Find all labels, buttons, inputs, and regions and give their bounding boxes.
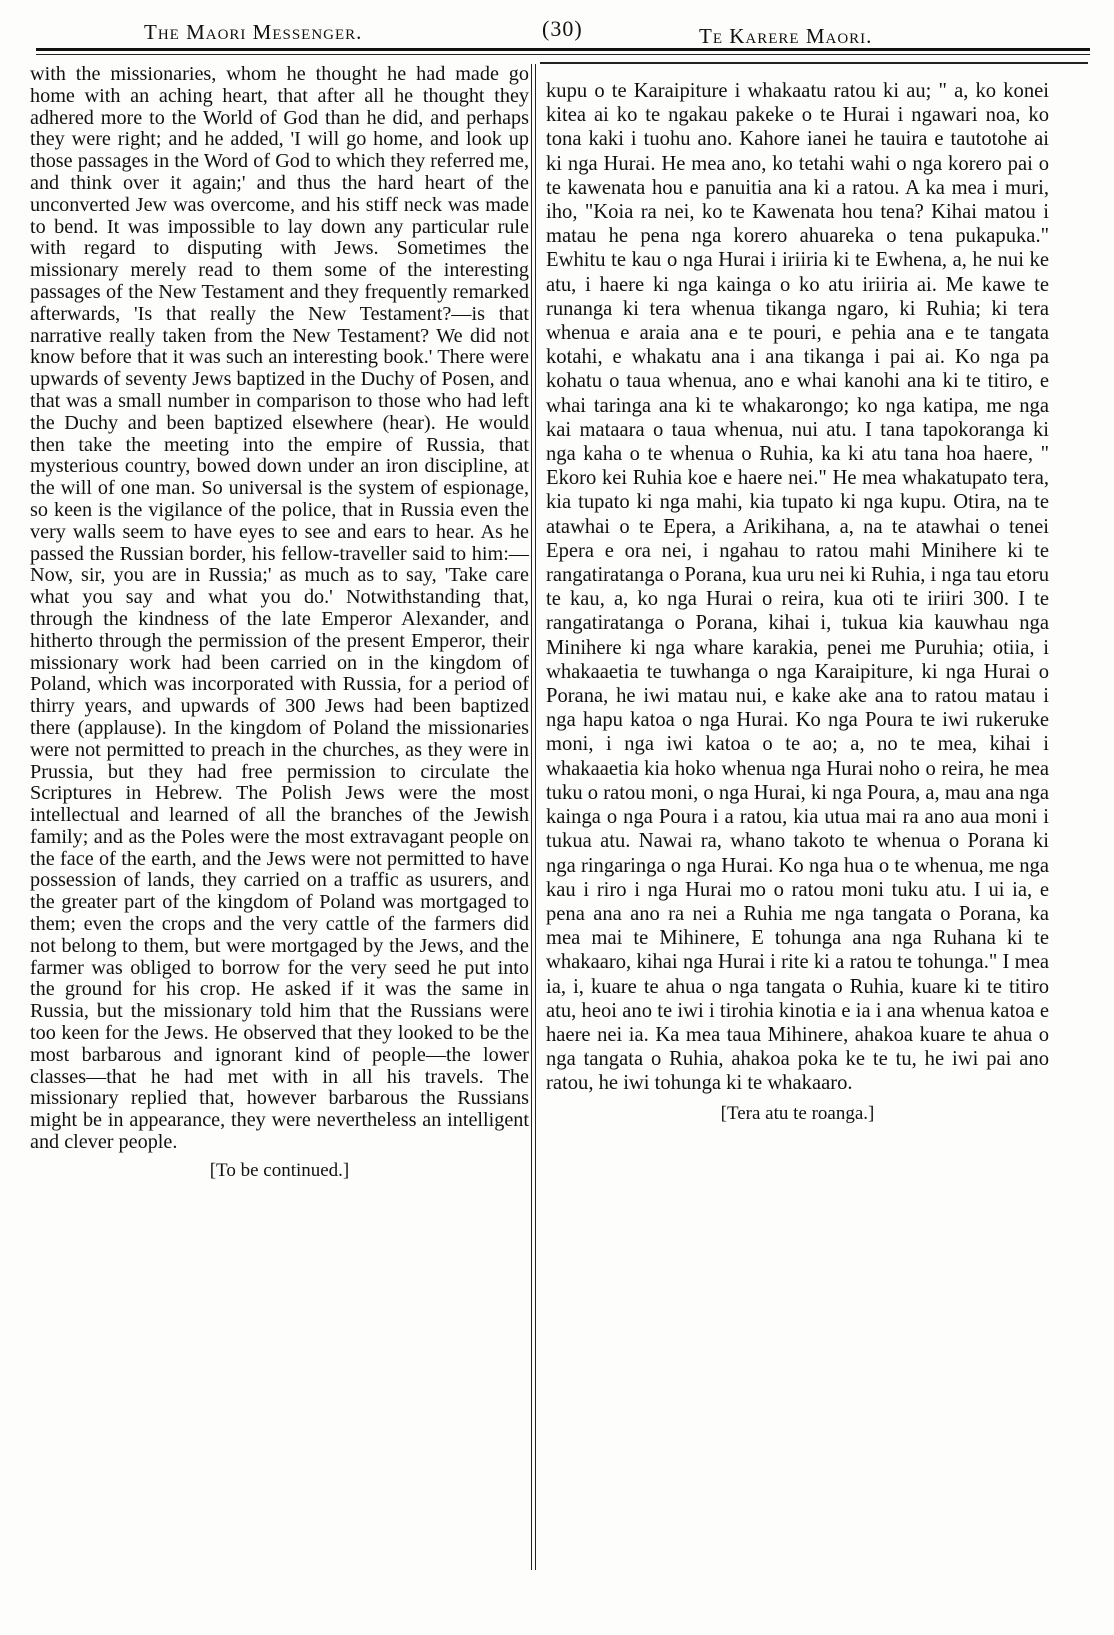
- english-masthead-title: The Maori Messenger.: [144, 20, 363, 44]
- header-rule-thin: [36, 54, 1090, 55]
- english-article-text: with the missionaries, whom he thought he had made go home with an aching heart, that after all he thought they adhered more to the World of God than he did, and perhaps they were right; and he added, 'I will go home, and look up those passages in the Word of God to which they referred me, and think over it again;' and thus the hard heart of the unconverted Jew was overcome, and his stiff neck was made to bend. It was impossible to lay down any particular rule with regard to disputing with Jews. Sometimes the missionary merely read to them some of the interesting passages of the New Testament and they frequently remarked afterwards, 'Is that really the New Testament?—is that narrative really taken from the New Testament? We did not know before that it was such an interesting book.' There were upwards of seventy Jews baptized in the Duchy of Posen, and that was a small number in comparison to those who had left the Duchy and been baptized elsewhere (hear). He would then take the meeting into the empire of Russia, that mysterious country, bowed down under an iron discipline, at the will of one man. So universal is the system of espionage, so keen is the vigilance of the police, that in Russia even the very walls seem to have eyes to see and ears to hear. As he passed the Russian border, his fellow-traveller said to him:—Now, sir, you are in Russia;' as much as to say, 'Take care what you say and what you do.' Notwithstanding that, through the kindness of the late Emperor Alexander, and hitherto through the permission of the present Emperor, their missionary work had been carried on in the kingdom of Poland, which was incorporated with Russia, for a period of thirry years, and upwards of 300 Jews had been baptized there (applause). In the kingdom of Poland the missionaries were not permitted to preach in the churches, as they were in Prussia, but they had free permission to circulate the Scriptures in Hebrew. The Polish Jews were the most intellectual and learned of all the branches of the Jewish family; and as the Poles were the most extravagant people on the face of the earth, and the Jews were not permitted to have possession of lands, they carried on a traffic as usurers, and the greater part of the kingdom of Poland was mortgaged to them; even the crops and the very cattle of the farmers did not belong to them, but were mortgaged by the Jews, and the farmer was obliged to borrow for the very seed he put into the ground for his crop. He asked if it was the same in Russia, but the missionary told him that the Russians were too keen for the Jews. He observed that they looked to be the most barbarous and ignorant kind of people—the lower classes—that he had met with in all his travels. The missionary replied that, however barbarous the Russians might be in appearance, they were nevertheless an intelligent and clever people.: [30, 63, 529, 1154]
- maori-continued-note: [Tera atu te roanga.]: [720, 1102, 875, 1124]
- page-number: (30): [542, 16, 583, 41]
- maori-column: [546, 79, 1049, 1126]
- right-column-top-rule: [540, 62, 1088, 64]
- column-divider-right: [535, 64, 536, 1570]
- maori-article-text: kupu o te Karaipiture i whakaatu ratou ki au; " a, ko konei kitea ai ko te ngakau pakeke o te Hurai i ngawari noa, ko tona kaki i tuohu ano. Kahore ianei he tauira e tautotohe ai ki nga Hurai. He mea ano, ko tetahi wahi o nga korero pai o te kawenata hou e panuitia ana ki a ratou. A ka mea i muri, iho, "Koia ra nei, ko te Kawenata hou tena? Kihai matou i matau he pena nga korero ahuareka o tena pukapuka." Ewhitu te kau o nga Hurai i iriiria ki te Ewhena, a, he nui ke atu, i haere ki nga kainga o ko atu iriiria ai. Me kawe te runanga ki tera whenua tikanga ngaro, ki Ruhia; ki tera whenua e araia ana e te pouri, e pehia ana e te tangata kotahi, e whakatu ana i ana tikanga i pai ai. Ko nga pa kohatu o taua whenua, ano e whai kanohi ana ki te titiro, e whai taringa ana ki te whakarongo; ko nga katipa, me nga kai mataara o taua whenua, nui atu. I tana tapokoranga ki nga kaha o te whenua o Ruhia, ka ki atu tana hoa haere, " Ekoro kei Ruhia koe e haere nei." He mea whakatupato tera, kia tupato ki nga mahi, kia tupato ki nga kupu. Otira, na te atawhai o te Epera, a Arikihana, a, na te atawhai o tenei Epera e ora nei, i ngahau to ratou mahi Minihere ki te rangatiratanga o Porana, kua uru nei ki Ruhia, i nga tau etoru te kau, a, ko nga Hurai o reira, kua oti te iriiri 300. I te rangatiratanga o Porana, kihai i, tukua kia kauwhau nga Minihere ki nga whare karakia, penei me Puruhia; otiia, i whakaaetia te tuwhanga o nga Karaipiture, ki nga Hurai o Porana, he iwi matau nui, e kake ake ana to ratou matau i nga hapu katoa o nga Hurai. Ko nga Poura te iwi rukeruke moni, i nga iwi katoa o te ao; a, no te mea, kihai i whakaaetia kia hoko whenua nga Hurai noho o reira, he mea tuku o ratou moni, o nga Hurai, ki nga Poura, a, mau ana nga kainga o nga Poura i a ratou, kia utua mai ra ano aua moni i tukua atu. Nawai ra, whano takoto te whenua o Porana ki nga ringaringa o nga Hurai. Ko nga hua o te whenua, me nga kau i riro i nga Hurai mo o ratou moni tuku atu. I ui ia, e pena ana ano ra nei a Ruhia me nga tangata o Porana, ka mea mai te Mihinere, E tohunga ana nga Ruhana ki te whakaaro, kihai nga Hurai i rite ki a ratou te tohunga." I mea ia, i, kuare te ahua o nga tangata o Ruhia, kuare ki te titiro atu, heoi ano te iwi i tirohia kinotia e ia i ana whenua katoa e haere nei ia. Ka mea taua Mihinere, ahakoa kuare te ahua o nga tangata o Ruhia, ahakoa poka ke te tu, he iwi pai ano ratou, he iwi tohunga ki te whakaaro.: [546, 80, 1049, 1095]
- page-header: [34, 14, 1088, 48]
- column-divider-left: [531, 64, 532, 1570]
- english-continued-note: [To be continued.]: [209, 1159, 350, 1181]
- english-column: [30, 64, 529, 1182]
- maori-masthead-title: Te Karere Maori.: [699, 24, 873, 48]
- header-rule-thick: [36, 48, 1090, 51]
